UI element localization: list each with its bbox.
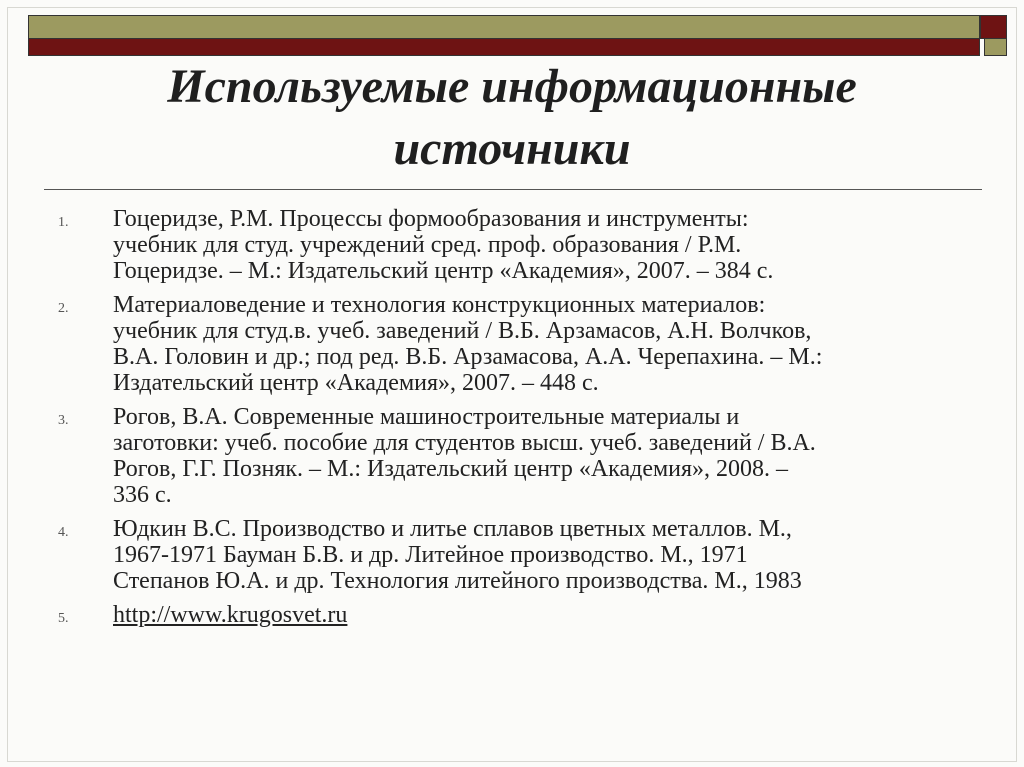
reference-text <box>113 602 988 628</box>
reference-number: 2. <box>58 301 69 316</box>
reference-line: Рогов, Г.Г. Позняк. – М.: Издательский центр «Академия», 2008. – <box>113 456 789 482</box>
reference-text <box>113 206 988 284</box>
header-bar-olive <box>28 15 980 39</box>
reference-line: Степанов Ю.А. и др. Технология литейного производства. М., 1983 <box>113 568 802 594</box>
reference-number: 3. <box>58 413 69 428</box>
reference-number: 5. <box>58 611 69 626</box>
slide-title-line2: источники <box>393 122 631 175</box>
reference-text <box>113 292 988 396</box>
reference-line: учебник для студ. учреждений сред. проф. образования / Р.М. <box>113 232 742 258</box>
reference-text <box>113 516 988 594</box>
reference-item <box>58 516 988 594</box>
reference-line: Материаловедение и технология конструкционных материалов: <box>113 292 766 318</box>
reference-text <box>113 404 988 508</box>
reference-line: учебник для студ.в. учеб. заведений / В.Б. Арзамасов, А.Н. Волчков, <box>113 318 812 344</box>
reference-number: 1. <box>58 215 69 230</box>
reference-line: 1967-1971 Бауман Б.В. и др. Литейное производство. М., 1971 <box>113 542 748 568</box>
reference-item <box>58 292 988 396</box>
slide-title-line1: Используемые информационные <box>167 60 857 113</box>
reference-line: В.А. Головин и др.; под ред. В.Б. Арзамасова, А.А. Черепахина. – М.: <box>113 344 823 370</box>
header-bar-maroon <box>28 39 980 56</box>
reference-line: Рогов, В.А. Современные машиностроительные материалы и <box>113 404 740 430</box>
reference-line: Юдкин В.С. Производство и литье сплавов цветных металлов. М., <box>113 516 792 542</box>
reference-list <box>58 206 988 640</box>
reference-item <box>58 404 988 508</box>
reference-line: Гоцеридзе, Р.М. Процессы формообразования и инструменты: <box>113 206 749 232</box>
title-divider <box>44 189 982 190</box>
corner-square-olive <box>984 39 1007 56</box>
reference-number: 4. <box>58 525 69 540</box>
reference-item <box>58 206 988 284</box>
reference-line: заготовки: учеб. пособие для студентов высш. учеб. заведений / В.А. <box>113 430 816 456</box>
reference-link[interactable]: http://www.krugosvet.ru <box>113 602 348 628</box>
reference-line: 336 с. <box>113 482 172 508</box>
corner-square-maroon <box>980 15 1007 39</box>
slide-title <box>60 56 964 180</box>
reference-line: Гоцеридзе. – М.: Издательский центр «Академия», 2007. – 384 с. <box>113 258 774 284</box>
reference-line: Издательский центр «Академия», 2007. – 448 с. <box>113 370 599 396</box>
reference-item <box>58 602 988 632</box>
